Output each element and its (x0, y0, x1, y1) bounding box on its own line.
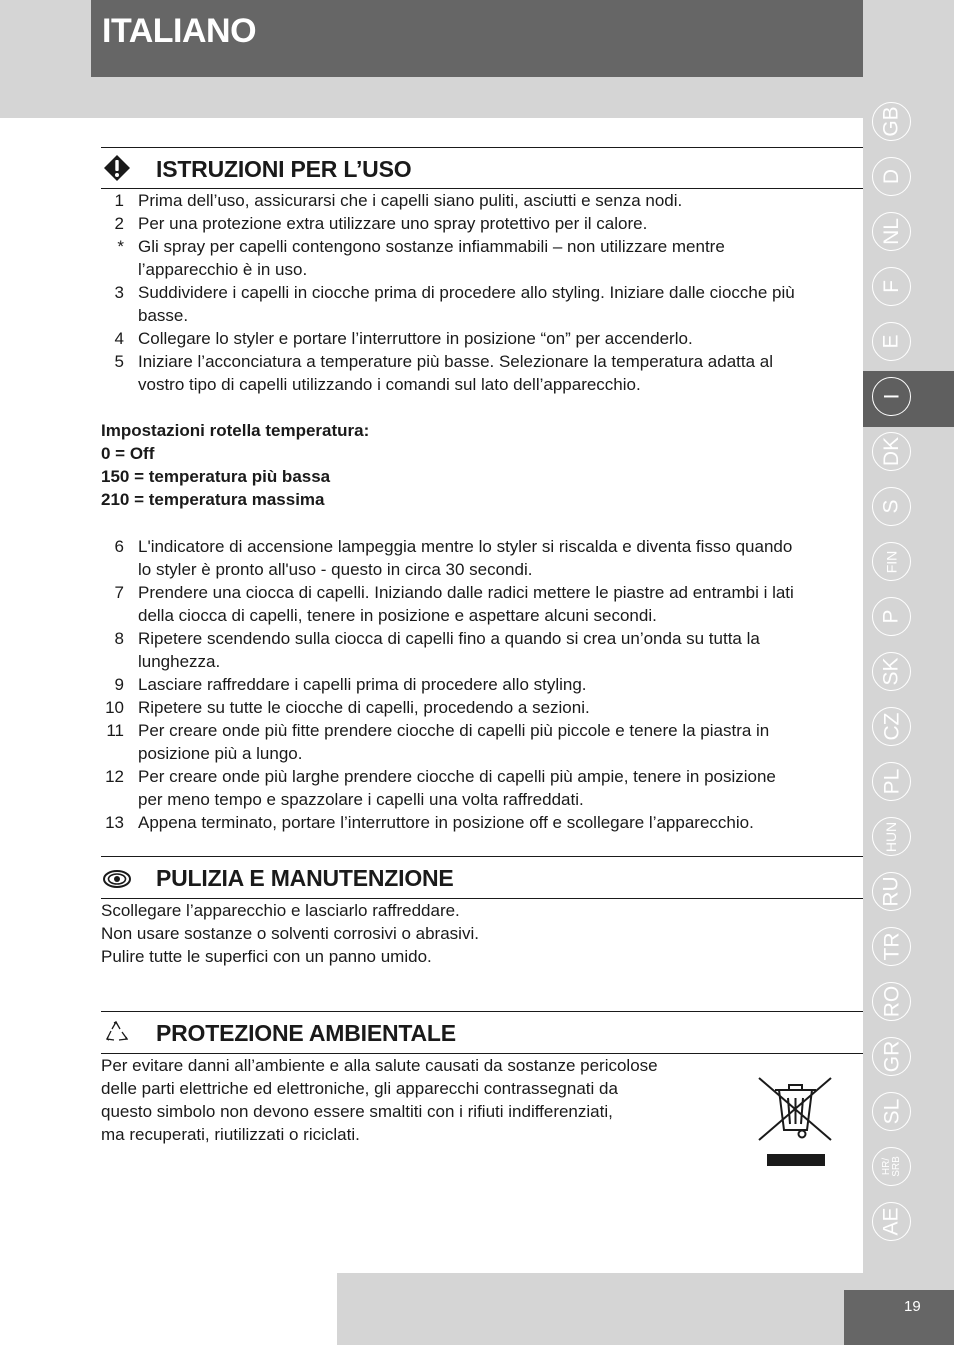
recycle-icon (103, 1018, 131, 1046)
environment-line: questo simbolo non devono essere smaltiti con i rifiuti indifferenziati, (101, 1102, 613, 1121)
header-banner (91, 0, 863, 77)
step-text: Ripetere scendendo sulla ciocca di capelli fino a quando si crea un’onda su tutta la (138, 629, 760, 648)
step-number: 5 (114, 352, 124, 371)
language-tab[interactable] (872, 762, 911, 801)
language-tab[interactable] (872, 487, 911, 526)
step-number: 9 (114, 675, 124, 694)
step-text: Ripetere su tutte le ciocche di capelli, procedendo a sezioni. (138, 698, 590, 717)
settings-line: 0 = Off (101, 444, 155, 463)
language-tab-label: HUN (883, 821, 900, 852)
step-number: 10 (105, 698, 124, 717)
page-title: ITALIANO (102, 12, 257, 50)
language-tab[interactable] (872, 652, 911, 691)
section-cleaning-header (101, 856, 863, 899)
language-tab-label: NL (879, 218, 903, 245)
step-text: per meno tempo e spazzolare i capelli una volta raffreddati. (138, 790, 584, 809)
language-tab-label: FIN (883, 550, 900, 573)
section-usage-title: ISTRUZIONI PER L’USO (156, 156, 412, 182)
step-text: lunghezza. (138, 652, 221, 671)
step-text: Suddividere i capelli in ciocche prima di procedere allo styling. Iniziare dalle ciocche più (138, 283, 795, 302)
step-text: basse. (138, 306, 189, 325)
bottom-band (337, 1273, 863, 1345)
step-number: 12 (105, 767, 124, 786)
step-text: Per creare onde più fitte prendere ciocche di capelli più piccole e tenere la piastra in (138, 721, 770, 740)
language-tab-label: RO (880, 985, 903, 1018)
step-text: Iniziare l’acconciatura a temperature più basse. Selezionare la temperatura adatta al (138, 352, 774, 371)
step-text: Per creare onde più larghe prendere ciocche di capelli più ampie, tenere in posizione (138, 767, 776, 786)
language-tab[interactable] (872, 377, 911, 416)
language-tab[interactable] (872, 707, 911, 746)
section-usage-header (101, 147, 863, 189)
page-number: 19 (904, 1298, 921, 1315)
step-number: 3 (114, 283, 124, 302)
step-number: 6 (114, 537, 124, 556)
language-tab[interactable] (872, 212, 911, 251)
page-number-box (844, 1290, 954, 1345)
step-text: lo styler è pronto all'uso - questo in circa 30 secondi. (138, 560, 533, 579)
language-tab-label: RU (880, 876, 903, 907)
section-cleaning-title: PULIZIA E MANUTENZIONE (156, 865, 454, 891)
language-tab-label: HR/ SRB (881, 1156, 902, 1177)
language-tab-label: D (879, 168, 903, 185)
step-text: Gli spray per capelli contengono sostanze infiammabili – non utilizzare mentre (138, 237, 725, 256)
language-tab[interactable] (872, 872, 911, 911)
step-number: 7 (114, 583, 124, 602)
step-number: * (117, 237, 124, 256)
language-tab-label: P (879, 609, 903, 624)
warning-hand-icon (103, 154, 131, 182)
language-tab-label: GR (880, 1040, 903, 1073)
language-tab-label: DK (880, 436, 903, 467)
language-tab-label: F (879, 280, 903, 293)
environment-line: ma recuperati, riutilizzati o riciclati. (101, 1125, 360, 1144)
language-tab[interactable] (872, 1202, 911, 1241)
language-tab-label: GB (880, 106, 903, 137)
step-number: 2 (114, 214, 124, 233)
step-text: Appena terminato, portare l’interruttore in posizione off e scollegare l’apparecchio. (138, 813, 754, 832)
step-text: Prendere una ciocca di capelli. Iniziando dalle radici mettere le piastre ad entrambi i lati (138, 583, 794, 602)
settings-heading: Impostazioni rotella temperatura: (101, 421, 370, 440)
step-number: 13 (105, 813, 124, 832)
step-text: vostro tipo di capelli utilizzando i comandi sul lato dell’apparecchio. (138, 375, 641, 394)
environment-line: Per evitare danni all’ambiente e alla salute causati da sostanze pericolose (101, 1056, 658, 1075)
language-tab-label: TR (880, 932, 903, 961)
step-number: 8 (114, 629, 124, 648)
language-tab[interactable] (872, 597, 911, 636)
language-tab[interactable] (872, 1037, 911, 1076)
language-tab-label: S (879, 499, 903, 514)
language-tab-label: SK (879, 657, 903, 686)
environment-line: delle parti elettriche ed elettroniche, gli apparecchi contrassegnati da (101, 1079, 618, 1098)
language-tab[interactable] (872, 1092, 911, 1131)
settings-line: 150 = temperatura più bassa (101, 467, 331, 486)
step-text: posizione più a lungo. (138, 744, 303, 763)
language-tab[interactable] (872, 267, 911, 306)
eye-icon (103, 865, 131, 893)
language-tab[interactable] (872, 432, 911, 471)
language-tab[interactable] (872, 542, 911, 581)
step-text: Per una protezione extra utilizzare uno spray protettivo per il calore. (138, 214, 648, 233)
step-number: 1 (114, 191, 124, 210)
language-tab[interactable] (872, 157, 911, 196)
step-text: Prima dell’uso, assicurarsi che i capelli siano puliti, asciutti e senza nodi. (138, 191, 683, 210)
step-text: Lasciare raffreddare i capelli prima di procedere allo styling. (138, 675, 587, 694)
step-text: l’apparecchio è in uso. (138, 260, 308, 279)
language-tab[interactable] (872, 322, 911, 361)
language-tab-label: CZ (880, 712, 903, 741)
step-number: 4 (114, 329, 124, 348)
language-tab[interactable] (872, 817, 911, 856)
weee-crossed-bin-icon (757, 1076, 833, 1168)
language-tab-label: SL (880, 1098, 903, 1125)
language-tab-label: PL (880, 768, 903, 795)
language-tab[interactable] (872, 982, 911, 1021)
cleaning-line: Non usare sostanze o solventi corrosivi o abrasivi. (101, 924, 479, 943)
step-text: Collegare lo styler e portare l’interruttore in posizione “on” per accenderlo. (138, 329, 693, 348)
cleaning-line: Scollegare l’apparecchio e lasciarlo raffreddare. (101, 901, 460, 920)
section-environment-header (101, 1011, 863, 1054)
settings-line: 210 = temperatura massima (101, 490, 325, 509)
step-text: della ciocca di capelli, tenere in posizione e aspettare alcuni secondi. (138, 606, 657, 625)
language-tab-label: E (879, 334, 903, 349)
language-tab[interactable] (872, 927, 911, 966)
section-environment-title: PROTEZIONE AMBIENTALE (156, 1020, 456, 1046)
step-number: 11 (106, 721, 124, 740)
cleaning-line: Pulire tutte le superfici con un panno umido. (101, 947, 432, 966)
step-text: L'indicatore di accensione lampeggia mentre lo styler si riscalda e diventa fisso quando (138, 537, 793, 556)
language-tab[interactable] (872, 1147, 911, 1186)
language-tab-label: I (880, 393, 903, 400)
language-tab-label: AE (879, 1207, 903, 1236)
language-tab[interactable] (872, 102, 911, 141)
